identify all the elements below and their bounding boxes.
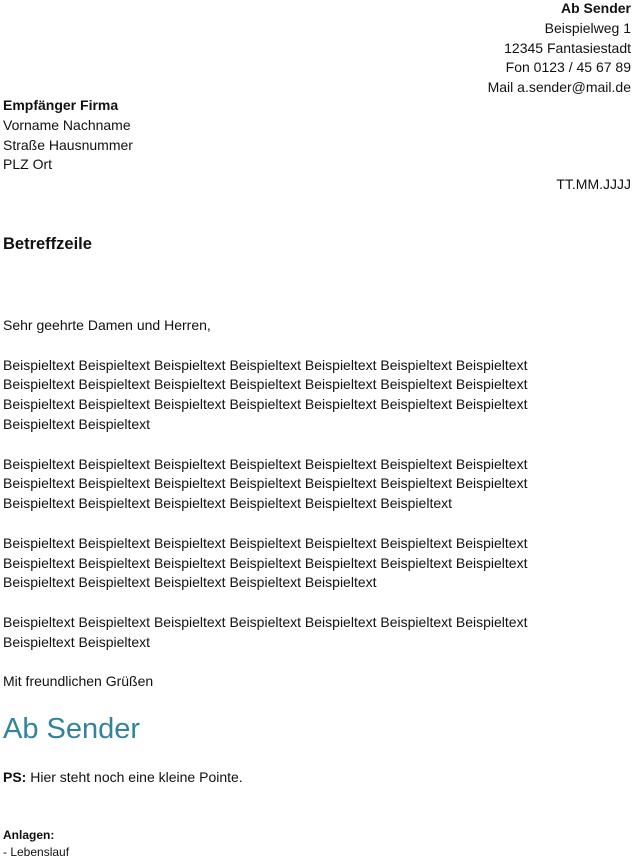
body-paragraph: Beispieltext Beispieltext Beispieltext Beispieltext Beispieltext Beispieltext Beispieltext Beispieltext Beispieltext xyxy=(3,613,528,650)
recipient-company: Empfänger Firma xyxy=(3,97,119,113)
ps-text: Hier steht noch eine kleine Pointe. xyxy=(30,769,243,785)
closing: Mit freundlichen Grüßen xyxy=(3,673,154,690)
ps-label: PS: xyxy=(3,769,27,785)
subject-line: Betreffzeile xyxy=(3,235,92,253)
sender-mail: Mail a.sender@mail.de xyxy=(487,79,631,96)
recipient-city: PLZ Ort xyxy=(3,156,53,173)
sender-address-block xyxy=(488,0,631,98)
attachment-item: - Lebenslauf xyxy=(3,845,70,859)
letter-body xyxy=(3,316,573,712)
body-paragraph: Beispieltext Beispieltext Beispieltext Beispieltext Beispieltext Beispieltext Beispieltext Beispieltext Beispieltext Beispieltext Beispieltext Beispieltext Beispieltext Beispieltext Beispieltext Beispieltext Beispieltext Beispieltext Beispieltext Beispieltext Beispieltext Beispieltext Beispieltext xyxy=(3,356,528,432)
attachments-label: Anlagen: xyxy=(3,828,55,842)
sender-phone: Fon 0123 / 45 67 89 xyxy=(505,59,631,76)
sender-city: 12345 Fantasiestadt xyxy=(504,39,631,56)
letter-date: TT.MM.JJJJ xyxy=(556,176,631,192)
attachments-block xyxy=(3,827,69,861)
signature: Ab Sender xyxy=(3,713,141,745)
sender-name: Ab Sender xyxy=(560,0,631,16)
recipient-street: Straße Hausnummer xyxy=(3,136,133,153)
sender-street: Beispielweg 1 xyxy=(544,19,631,36)
recipient-address-block xyxy=(3,96,133,175)
body-paragraph: Beispieltext Beispieltext Beispieltext Beispieltext Beispieltext Beispieltext Beispieltext Beispieltext Beispieltext Beispieltext Beispieltext Beispieltext Beispieltext Beispieltext Beispieltext Beispieltext Beispieltext Beispieltext Beispieltext xyxy=(3,534,528,591)
salutation: Sehr geehrte Damen und Herren, xyxy=(3,317,211,333)
body-paragraph: Beispieltext Beispieltext Beispieltext Beispieltext Beispieltext Beispieltext Beispieltext Beispieltext Beispieltext Beispieltext Beispieltext Beispieltext Beispieltext Beispieltext Beispieltext Beispieltext Beispieltext Beispieltext Beispieltext Beispieltext xyxy=(3,455,528,512)
recipient-person: Vorname Nachname xyxy=(3,116,131,133)
postscript xyxy=(3,768,243,788)
